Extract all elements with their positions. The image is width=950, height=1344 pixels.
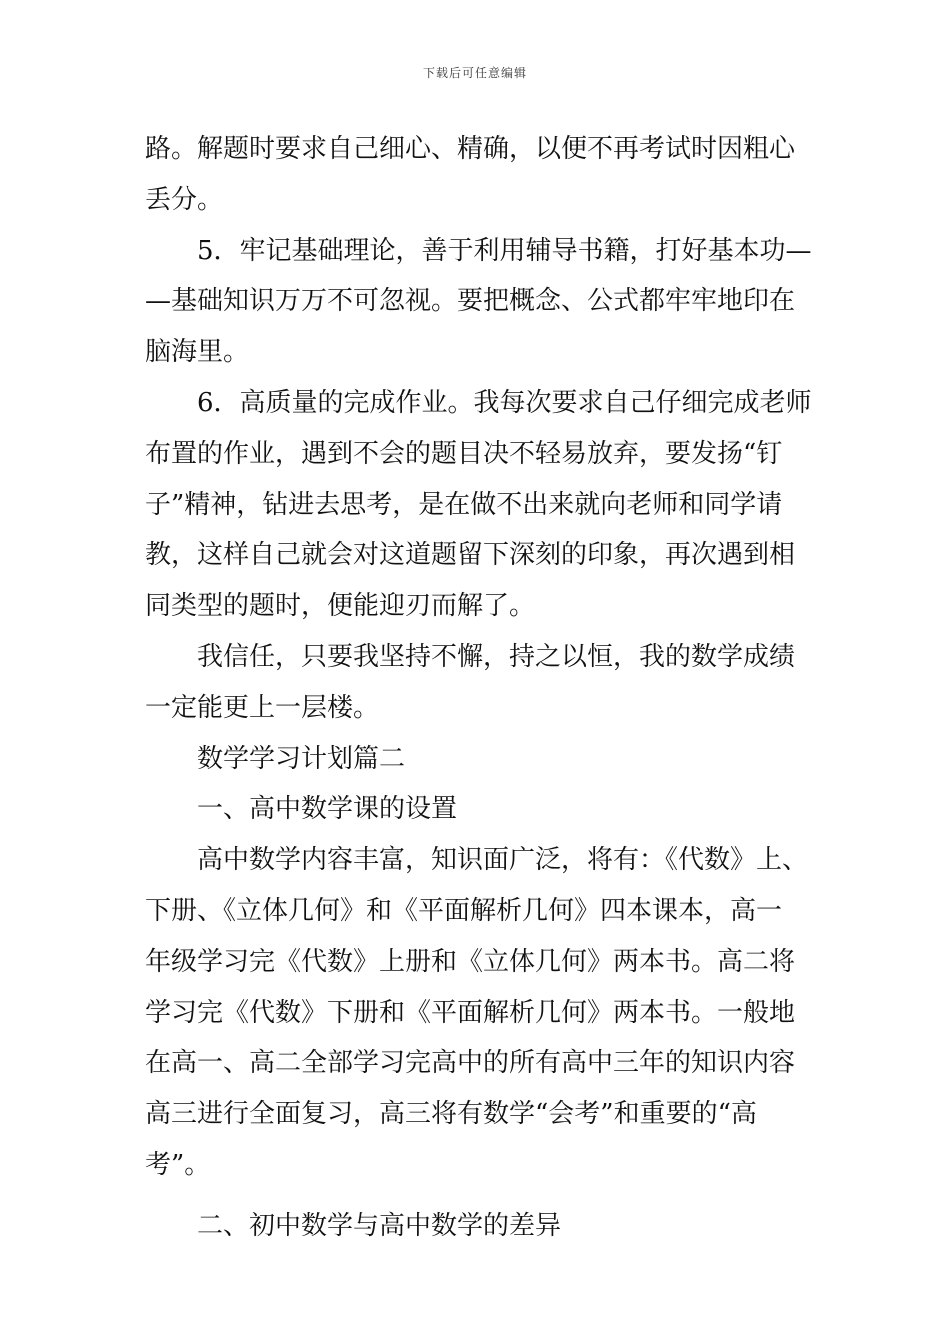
text-line: 学习完《代数》下册和《平面解析几何》两本书。一般地 [145,997,796,1028]
text-line: 路。解题时要求自己细心、精确，以便不再考试时因粗心 [145,134,796,164]
text-line: 5．牢记基础理论，善于利用辅导书籍，打好基本功— [145,235,812,266]
text-line: 在高一、高二全部学习完高中的所有高中三年的知识内容 [145,1048,796,1079]
text-line: 我信任，只要我坚持不懈，持之以恒，我的数学成绩 [145,641,796,672]
section-heading: 一、高中数学课的设置 [145,794,458,825]
text-line: 高中数学内容丰富，知识面广泛，将有：《代数》上、 [145,845,809,876]
document-body [145,124,825,1252]
paragraph-gap [145,1191,825,1201]
text-line: 年级学习完《代数》上册和《立体几何》两本书。高二将 [145,946,796,977]
text-line: 丢分。 [145,184,224,215]
text-line: 子”精神，钻进去思考，是在做不出来就向老师和同学请 [145,489,783,520]
text-line: 一定能更上一层楼。 [145,692,380,723]
text-line: 同类型的题时，便能迎刃而解了。 [145,591,536,622]
section-heading: 二、初中数学与高中数学的差异 [145,1210,562,1241]
text-line: 脑海里。 [145,337,250,368]
text-line: 教，这样自己就会对这道题留下深刻的印象，再次遇到相 [145,540,796,571]
text-line: —基础知识万万不可忽视。要把概念、公式都牢牢地印在 [145,286,796,317]
text-line: 布置的作业，遇到不会的题目决不轻易放弃，要发扬“钉 [145,438,783,469]
text-line: 高三进行全面复习，高三将有数学“会考”和重要的“高 [145,1099,757,1130]
text-line: 下册、《立体几何》和《平面解析几何》四本课本，高一 [145,895,783,926]
page-header: 下载后可任意编辑 [422,66,527,80]
section-heading: 数学学习计划篇二 [145,743,406,774]
text-line: 6．高质量的完成作业。我每次要求自己仔细完成老师 [145,387,812,418]
text-line: 考”。 [145,1149,211,1180]
